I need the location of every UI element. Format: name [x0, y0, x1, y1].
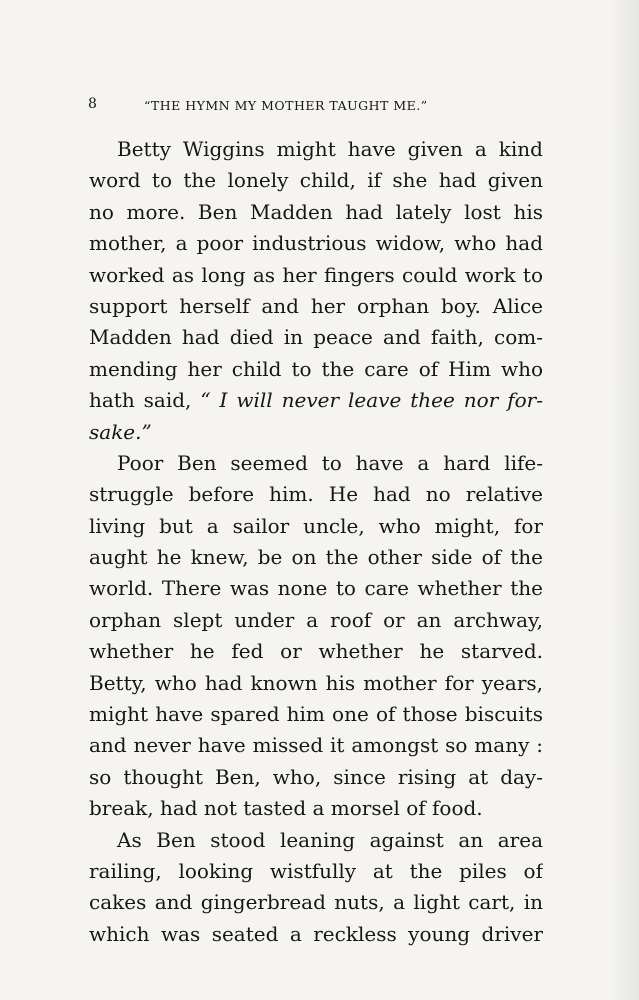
text-line: so thought Ben, who, since rising at day- — [89, 764, 543, 789]
running-head: “THE HYMN MY MOTHER TAUGHT ME.” — [144, 98, 428, 113]
text-line: world. There was none to care whether the — [89, 576, 543, 601]
text-line: support herself and her orphan boy. Alice — [89, 293, 543, 318]
text-line: orphan slept under a roof or an archway, — [89, 607, 543, 632]
text-line: Betty, who had known his mother for years, — [89, 670, 543, 695]
body-text — [89, 134, 543, 950]
quote-lead: hath said, — [89, 388, 192, 413]
text-line: break, had not tasted a morsel of food. — [89, 796, 483, 821]
text-line: Poor Ben seemed to have a hard life- — [117, 450, 543, 475]
page-number: 8 — [88, 96, 97, 112]
page-header — [88, 92, 548, 116]
text-line: aught he knew, be on the other side of the — [89, 545, 543, 570]
text-line: whether he fed or whether he starved. — [89, 639, 543, 664]
text-line: mending her child to the care of Him who — [89, 356, 543, 381]
text-line-quote — [89, 385, 543, 416]
text-line: sake.” — [89, 419, 152, 444]
text-line: railing, looking wistfully at the piles of — [89, 858, 543, 883]
text-line: As Ben stood leaning against an area — [117, 827, 543, 852]
text-line: cakes and gingerbread nuts, a light cart, in — [89, 890, 543, 915]
text-line: might have spared him one of those biscuits — [89, 702, 543, 727]
text-line: word to the lonely child, if she had given — [89, 168, 543, 193]
text-line: Betty Wiggins might have given a kind — [117, 137, 543, 161]
quote-text: “ I will never leave thee nor for- — [200, 388, 543, 413]
text-line: which was seated a reckless young driver — [89, 921, 543, 946]
text-line: struggle before him. He had no relative — [89, 482, 543, 507]
text-line: and never have missed it amongst so many : — [89, 733, 543, 758]
text-line: living but a sailor uncle, who might, for — [89, 513, 543, 538]
text-line: worked as long as her fingers could work to — [89, 262, 543, 287]
text-line: Madden had died in peace and faith, com- — [89, 325, 543, 350]
page-edge-shadow — [609, 0, 639, 1000]
text-line: no more. Ben Madden had lately lost his — [89, 199, 543, 224]
text-line: mother, a poor industrious widow, who had — [89, 231, 543, 256]
